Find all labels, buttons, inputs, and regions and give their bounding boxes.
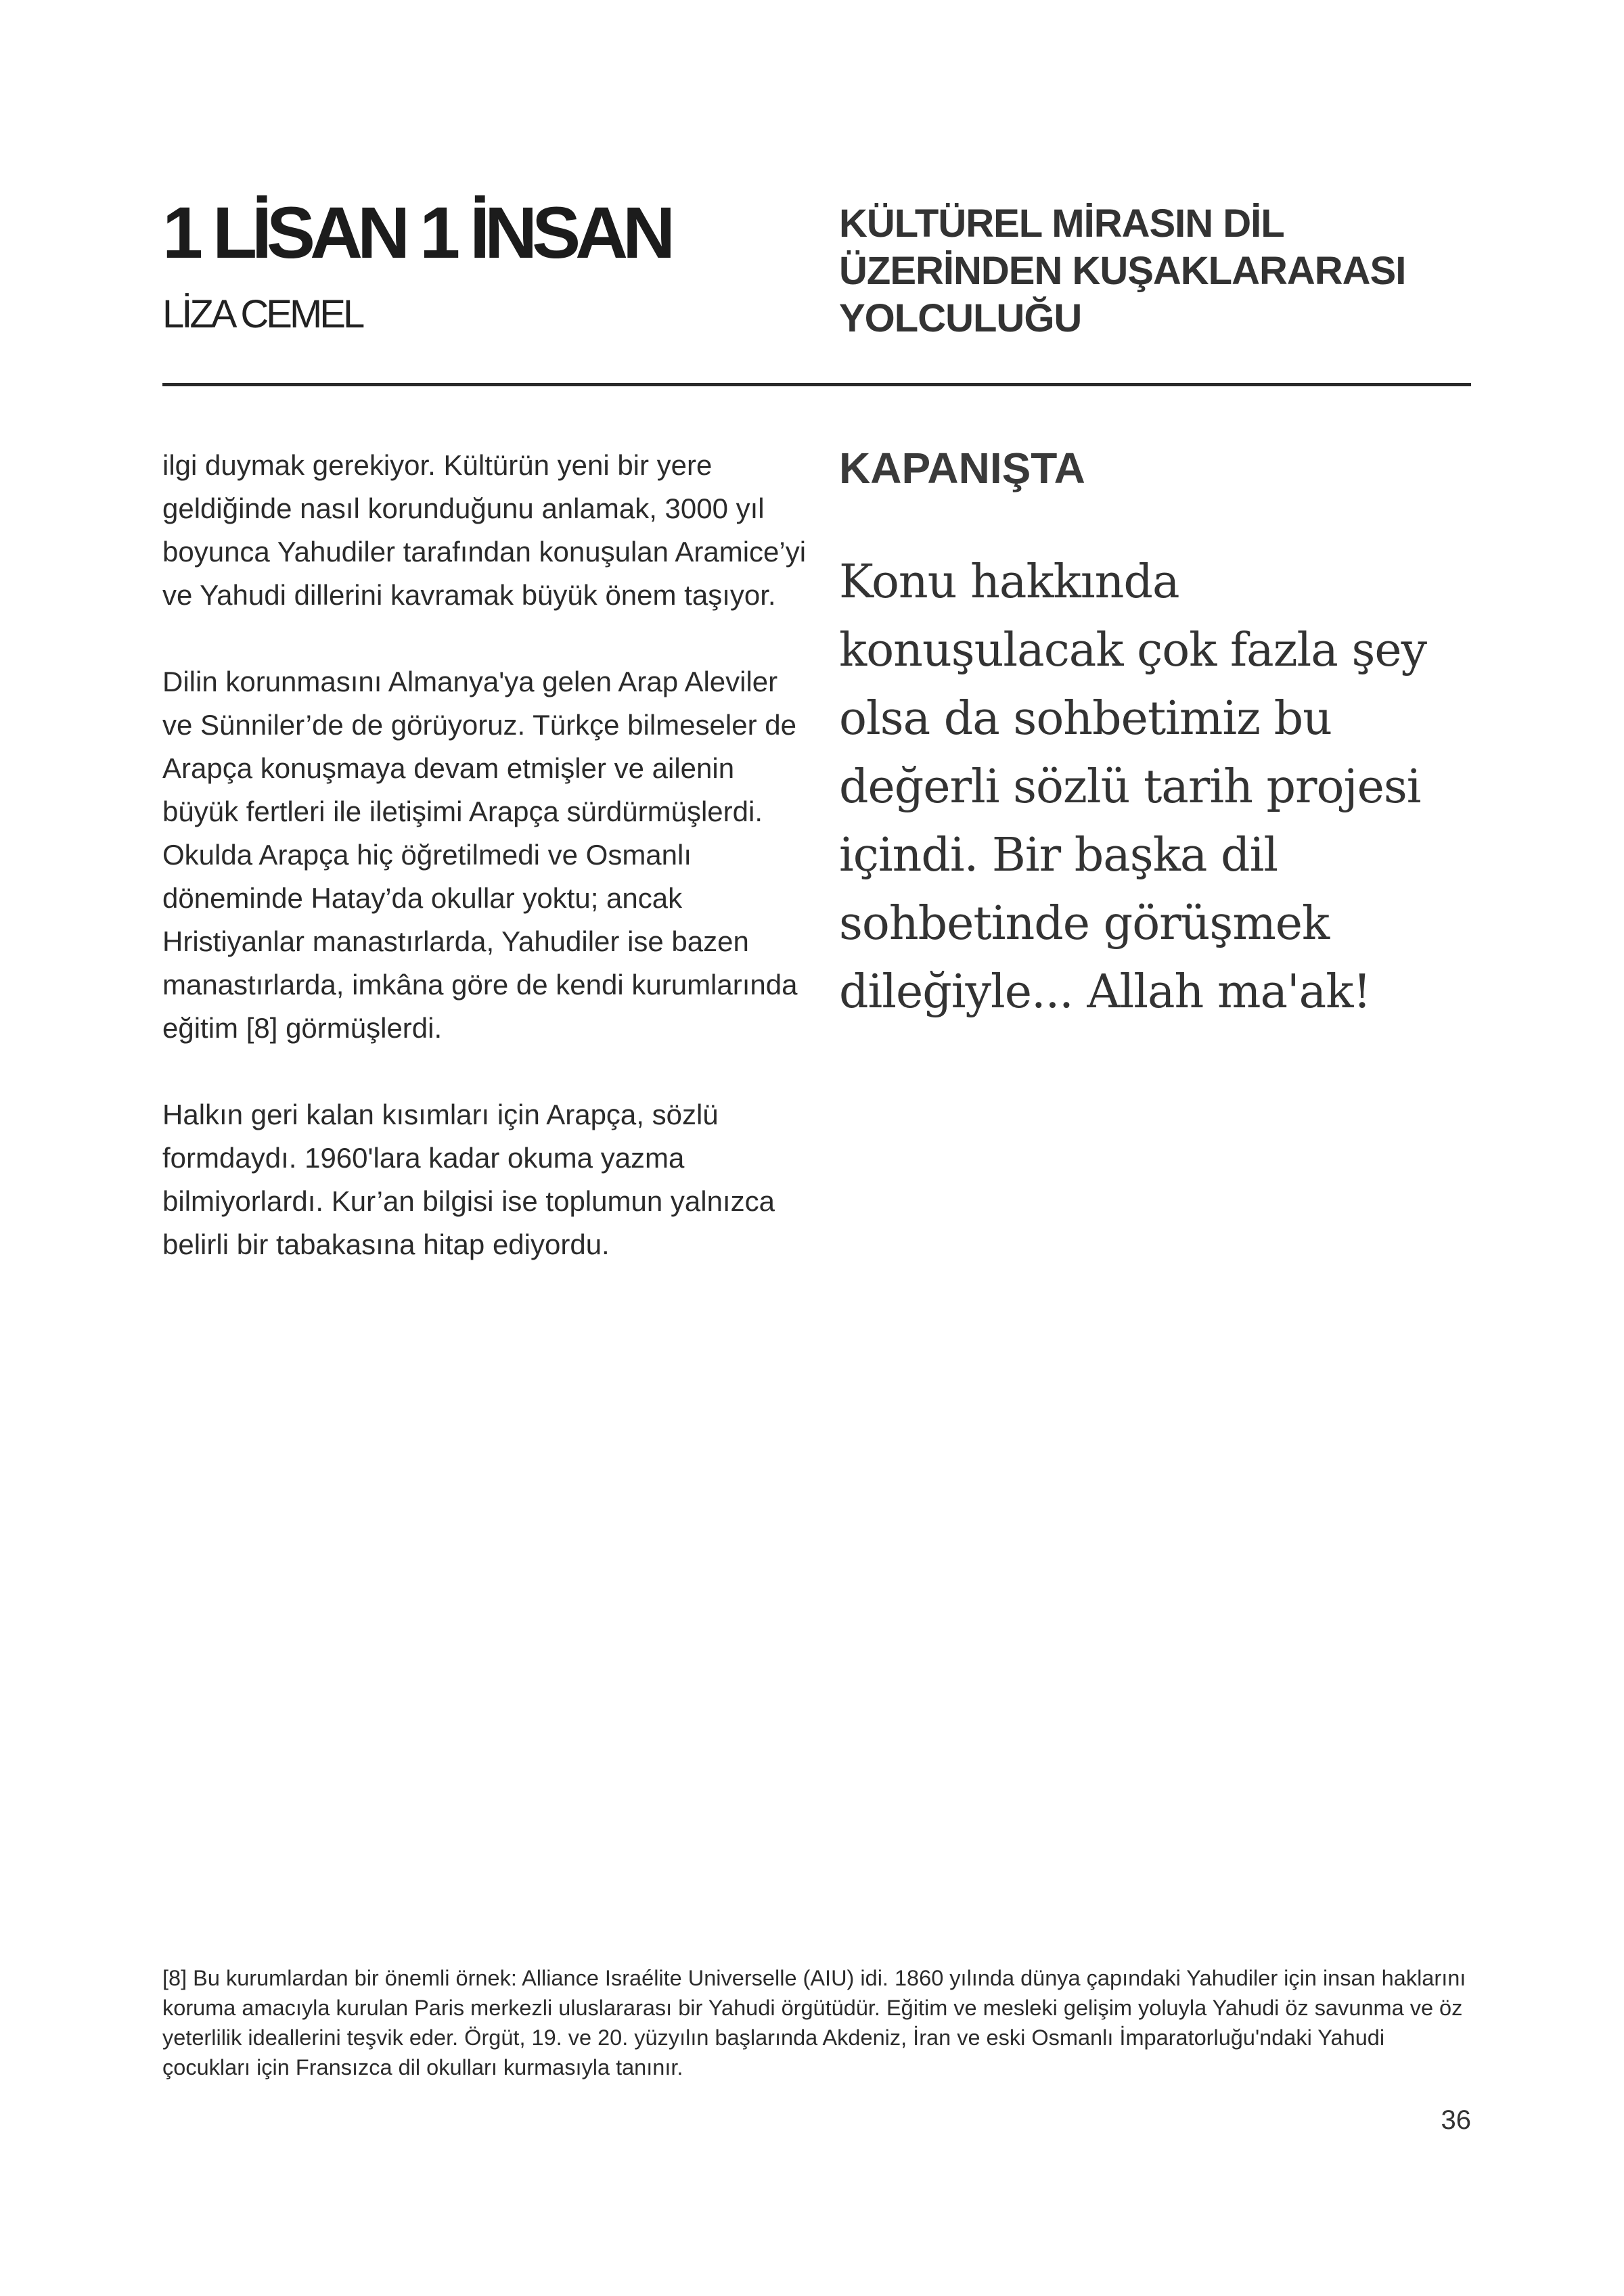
closing-text: Konu hakkında konuşulacak çok fazla şey olsa da sohbetimiz bu değerli sözlü tarih projesi içindi. Bir başka dil sohbetinde görüşmek dileğiyle... Allah ma'ak! (839, 555, 1426, 1019)
author-name: LİZA CEMEL (162, 292, 363, 336)
left-column (162, 444, 812, 1310)
paragraph-3: Halkın geri kalan kısımları için Arapça, sözlü formdaydı. 1960'lara kadar okuma yazma bilmiyorlardı. Kur’an bilgisi ise toplumun yalnızca belirli bir tabakasına hitap ediyordu. (162, 1099, 775, 1260)
footnote: [8] Bu kurumlardan bir önemli örnek: Alliance Israélite Universelle (AIU) idi. 1860 yılında dünya çapındaki Yahudiler için insan haklarını koruma amacıyla kurulan Paris merkezli uluslararası bir Yahudi örgütüdür. Eğitim ve mesleki gelişim yoluyla Yahudi öz savunma ve öz yeterlilik ideallerini teşvik eder. Örgüt, 19. ve 20. yüzyılın başlarında Akdeniz, İran ve eski Osmanlı İmparatorluğu'ndaki Yahudi çocukları için Fransızca dil okulları kurmasıyla tanınır. (162, 1966, 1466, 2080)
page-number: 36 (1441, 2105, 1471, 2135)
paragraph-1: ilgi duymak gerekiyor. Kültürün yeni bir yere geldiğinde nasıl korunduğunu anlamak, 3000 yıl boyunca Yahudiler tarafından konuşulan Aramice’yi ve Yahudi dillerini kavramak büyük önem taşıyor. (162, 449, 807, 611)
document-subtitle: KÜLTÜREL MİRASIN DİL ÜZERİNDEN KUŞAKLARARASI YOLCULUĞU (839, 202, 1406, 340)
section-heading-closing: KAPANIŞTA (839, 444, 1085, 492)
paragraph-2: Dilin korunmasını Almanya'ya gelen Arap Aleviler ve Sünniler’de de görüyoruz. Türkçe bilmeseler de Arapça konuşmaya devam etmişler ve ailenin büyük fertleri ile iletişimi Arapça sürdürmüşlerdi. Okulda Arapça hiç öğretilmedi ve Osmanlı döneminde Hatay’da okullar yoktu; ancak Hristiyanlar manastırlarda, Yahudiler ise bazen manastırlarda, imkâna göre de kendi kurumlarında eğitim [8] görmüşlerdi. (162, 666, 798, 1044)
document-title: 1 LİSAN 1 İNSAN (162, 191, 671, 273)
header-divider (162, 383, 1471, 386)
